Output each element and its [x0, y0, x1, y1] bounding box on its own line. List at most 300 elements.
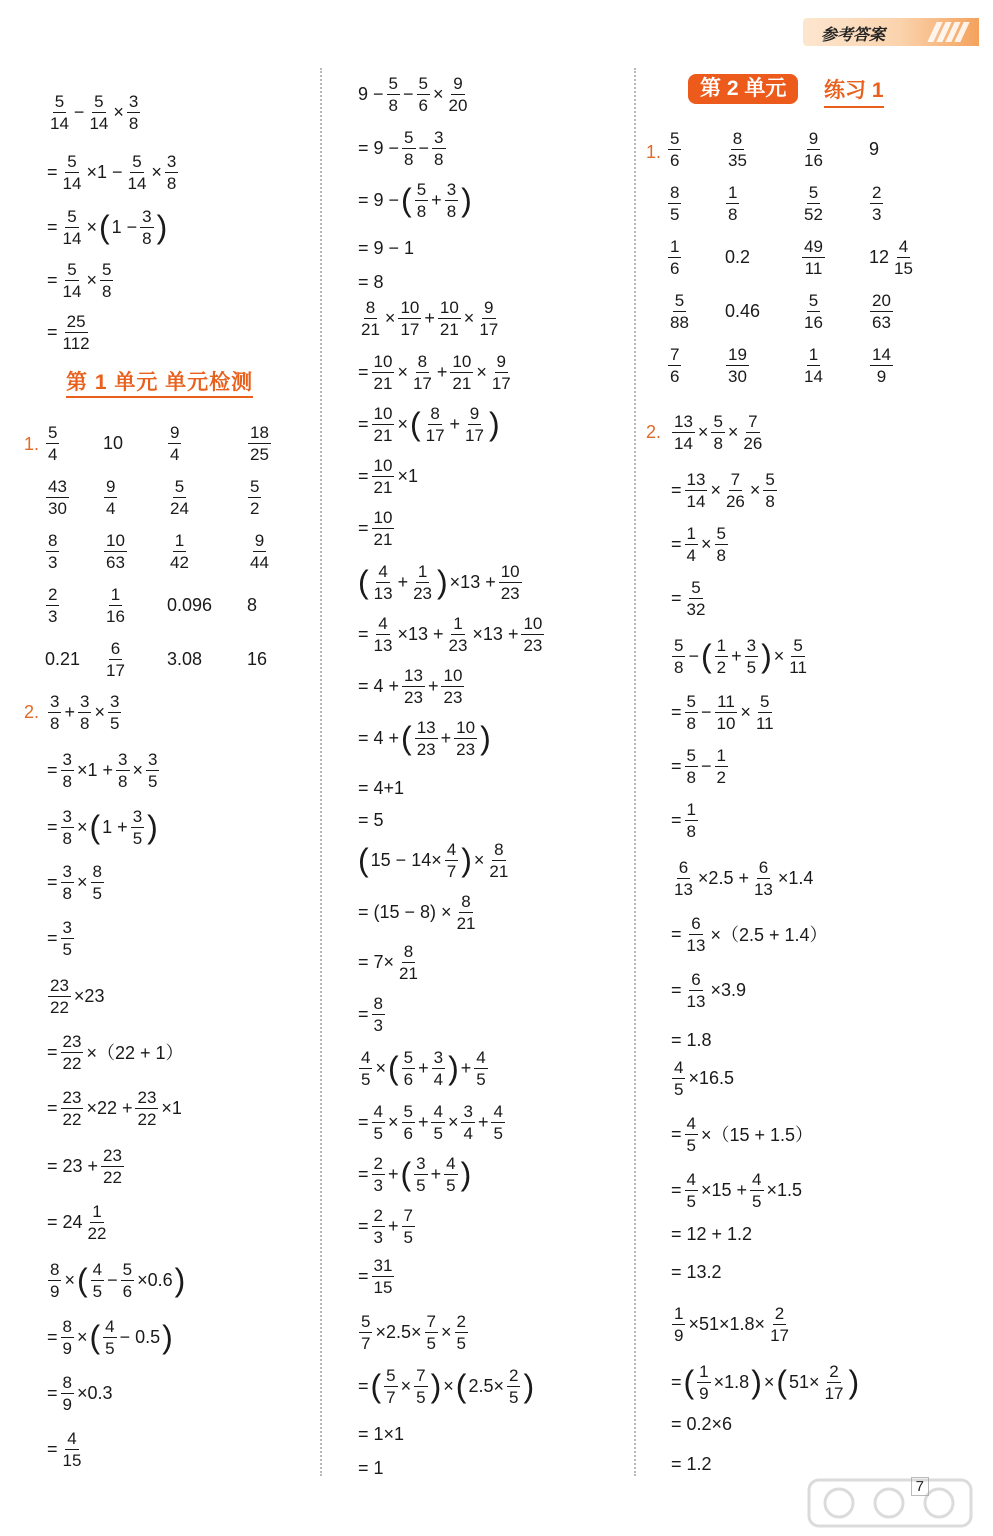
answer-cell: [868, 284, 948, 338]
equation-line: [357, 940, 422, 984]
answer-cell: [666, 122, 724, 176]
denominator: 17: [400, 319, 420, 339]
fraction: [685, 971, 708, 1010]
parenthesis: (: [700, 638, 712, 674]
denominator: 8: [686, 713, 696, 733]
math-token: ×: [443, 1375, 454, 1396]
denominator: 9: [50, 1281, 60, 1301]
math-token: ×（2.5 + 1.4）: [710, 925, 828, 945]
numerator: 10: [439, 297, 459, 317]
numerator: 8: [670, 182, 680, 202]
numerator: 3: [128, 91, 139, 111]
denominator: 42: [170, 552, 189, 572]
numerator: 3: [62, 749, 72, 769]
answer-cell: [868, 338, 948, 392]
parenthesis: ): [430, 1368, 442, 1404]
denominator: 5: [493, 1123, 503, 1143]
numerator: 10: [106, 530, 125, 550]
math-token: = 9 − 1: [358, 237, 415, 258]
denominator: 17: [491, 373, 511, 393]
parenthesis: ): [448, 1050, 459, 1086]
math-token: −: [73, 101, 85, 122]
denominator: 15: [894, 258, 913, 278]
fraction: [474, 1049, 487, 1088]
numerator: 31: [373, 1255, 393, 1275]
denominator: 3: [872, 204, 882, 224]
fraction: [521, 615, 544, 654]
fraction: [87, 93, 110, 132]
parenthesis: ): [848, 1364, 860, 1400]
denominator: 17: [465, 425, 484, 445]
math-token: ×: [397, 413, 408, 434]
denominator: 14: [62, 281, 82, 301]
math-token: ×1.8: [713, 1371, 750, 1392]
numerator: 5: [808, 290, 819, 310]
math-token: = (15 − 8) ×: [358, 901, 452, 922]
parenthesis: (: [776, 1364, 788, 1400]
numerator: 3: [148, 749, 158, 769]
fraction: [61, 1374, 74, 1413]
equation-line: [357, 716, 492, 760]
numerator: 2: [774, 1303, 785, 1323]
numerator: 4: [433, 1101, 443, 1121]
denominator: 21: [452, 373, 472, 393]
equation-line: [357, 798, 385, 842]
denominator: 9: [62, 1338, 72, 1358]
math-token: −: [700, 755, 712, 776]
equation-line: [357, 890, 479, 934]
answer-cell: [166, 632, 246, 686]
denominator: 21: [489, 861, 509, 881]
column-divider: [320, 68, 322, 1476]
numerator: 3: [446, 179, 457, 199]
fraction: [463, 405, 486, 444]
equation-line: [670, 690, 778, 734]
numerator: 5: [416, 179, 427, 199]
denominator: 8: [716, 545, 726, 565]
denominator: 22: [87, 1223, 107, 1243]
fraction: [104, 532, 127, 571]
numerator: 4: [446, 1153, 456, 1173]
fraction: [668, 184, 681, 223]
denominator: 8: [728, 204, 738, 224]
fraction: [490, 353, 513, 392]
answer-cell: [724, 176, 800, 230]
fraction: [431, 1103, 444, 1142]
fraction: [672, 637, 685, 676]
numerator: 23: [62, 1031, 82, 1051]
denominator: 6: [403, 1123, 413, 1143]
parenthesis: (: [400, 1156, 412, 1192]
denominator: 88: [670, 312, 689, 332]
fraction: [745, 637, 758, 676]
numerator: 1: [453, 613, 463, 633]
math-token: ×0.6: [137, 1269, 173, 1290]
parenthesis: ): [461, 842, 472, 878]
numerator: 3: [416, 1153, 426, 1173]
numerator: 5: [101, 259, 112, 279]
fraction: [823, 1363, 846, 1402]
denominator: 8: [79, 713, 90, 733]
denominator: 14: [50, 113, 69, 133]
numerator: 10: [373, 507, 393, 527]
fraction: [46, 478, 69, 517]
math-token: 1 +: [102, 816, 128, 837]
math-token: =: [47, 759, 58, 780]
denominator: 24: [170, 498, 189, 518]
numerator: 5: [174, 476, 185, 496]
numerator: 5: [691, 577, 701, 597]
denominator: 52: [804, 204, 823, 224]
math-token: ×1.4: [777, 867, 814, 888]
math-token: ×: [76, 816, 88, 837]
fraction: [125, 153, 148, 192]
parenthesis: ): [480, 720, 491, 756]
numerator: 5: [67, 206, 77, 226]
math-token: ×: [700, 533, 712, 554]
denominator: 23: [443, 687, 463, 707]
numerator: 19: [728, 344, 747, 364]
fraction: [61, 1089, 84, 1128]
denominator: 21: [439, 319, 459, 339]
math-token: ×: [763, 1371, 775, 1392]
numerator: 10: [456, 717, 476, 737]
fraction: [415, 719, 438, 758]
numerator: 10: [400, 297, 420, 317]
math-token: +: [731, 645, 742, 666]
equation-line: [357, 1100, 507, 1144]
fraction: [787, 637, 809, 676]
numerator: 5: [404, 127, 414, 147]
denominator: 7: [386, 1387, 396, 1407]
denominator: 8: [166, 173, 177, 193]
numerator: 14: [872, 344, 891, 364]
math-token: 16: [247, 648, 268, 669]
denominator: 2: [250, 498, 260, 518]
denominator: 32: [686, 599, 706, 619]
numerator: 1: [670, 236, 680, 256]
numerator: 23: [50, 975, 69, 995]
math-token: =: [671, 1371, 682, 1392]
fraction: [48, 1261, 61, 1300]
fraction: [372, 1155, 385, 1194]
denominator: 8: [686, 767, 696, 787]
numerator: 5: [716, 523, 726, 543]
fraction: [441, 667, 464, 706]
math-token: = 9 −: [358, 189, 400, 210]
math-token: 51×: [789, 1371, 820, 1392]
denominator: 8: [686, 821, 696, 841]
answer-cell: [166, 416, 246, 470]
fraction: [168, 424, 181, 463]
denominator: 21: [361, 319, 380, 339]
math-token: =: [47, 871, 58, 892]
numerator: 5: [674, 290, 685, 310]
numerator: 13: [416, 717, 436, 737]
numerator: 4: [361, 1047, 371, 1067]
numerator: 2: [48, 584, 58, 604]
denominator: 15: [62, 1450, 82, 1470]
math-token: −: [418, 137, 430, 158]
question-1-answers: [666, 122, 948, 392]
math-token: =: [671, 755, 682, 776]
math-token: =: [358, 465, 369, 486]
parenthesis: (: [455, 1368, 467, 1404]
math-token: − 0.5: [119, 1326, 161, 1347]
denominator: 23: [413, 583, 433, 603]
equation-line: [46, 916, 76, 960]
fraction: [417, 75, 430, 114]
denominator: 13: [373, 583, 393, 603]
numerator: 9: [254, 530, 265, 550]
math-token: ×13 +: [397, 623, 444, 644]
answer-cell: [800, 122, 868, 176]
denominator: 26: [725, 491, 745, 511]
denominator: 8: [434, 149, 444, 169]
answer-header-tab: [803, 18, 979, 46]
answer-cell: [166, 524, 246, 578]
math-token: =: [358, 361, 369, 382]
parenthesis: (: [89, 809, 101, 845]
parenthesis: (: [401, 182, 412, 218]
denominator: 6: [418, 95, 428, 115]
fraction: [424, 405, 447, 444]
math-token: =: [47, 161, 58, 182]
equation-line: [357, 612, 546, 656]
answer-cell: [102, 632, 166, 686]
denominator: 4: [106, 498, 116, 518]
numerator: 9: [484, 297, 494, 317]
numerator: 9: [453, 73, 463, 93]
numerator: 3: [62, 917, 72, 937]
denominator: 5: [416, 1387, 426, 1407]
math-token: +: [64, 701, 75, 722]
fraction: [61, 1318, 74, 1357]
numerator: 8: [373, 993, 383, 1013]
denominator: 11: [755, 713, 774, 733]
math-token: ×（15 + 1.5）: [700, 1125, 814, 1145]
numerator: 4: [105, 1316, 115, 1336]
numerator: 2: [456, 1311, 466, 1331]
math-token: ×: [749, 479, 761, 500]
fraction: [455, 893, 478, 932]
fraction: [685, 471, 708, 510]
equation-line: [46, 310, 94, 354]
numerator: 3: [79, 691, 90, 711]
question-2-number: 2.: [646, 422, 662, 442]
answer-cell: [102, 416, 166, 470]
numerator: 5: [67, 259, 77, 279]
answer-cell: [724, 338, 800, 392]
fraction: [48, 977, 71, 1016]
fraction: [135, 1089, 158, 1128]
math-token: ×0.3: [76, 1382, 113, 1403]
numerator: 5: [403, 1101, 413, 1121]
fraction: [48, 693, 61, 732]
numerator: 8: [62, 1316, 72, 1336]
fraction: [101, 1147, 124, 1186]
denominator: 4: [463, 1123, 473, 1143]
answer-cell: [166, 470, 246, 524]
numerator: 8: [494, 839, 504, 859]
numerator: 8: [461, 891, 471, 911]
fraction: [715, 693, 738, 732]
denominator: 5: [509, 1387, 519, 1407]
fraction: [870, 184, 883, 223]
numerator: 7: [416, 1365, 426, 1385]
fraction: [86, 1203, 109, 1242]
math-token: +: [397, 571, 409, 592]
parenthesis: (: [387, 1050, 399, 1086]
math-token: 3.08: [167, 648, 203, 669]
denominator: 7: [361, 1333, 371, 1353]
fraction: [48, 93, 71, 132]
math-token: ×13 +: [472, 623, 519, 644]
fraction: [726, 346, 749, 385]
fraction: [685, 915, 708, 954]
numerator: 10: [443, 665, 463, 685]
math-token: 0.2: [725, 246, 751, 267]
fraction: [402, 667, 425, 706]
answer-cell: [868, 122, 948, 176]
page-number: 7: [911, 1477, 929, 1496]
math-token: = 12 + 1.2: [671, 1223, 753, 1244]
fraction: [104, 478, 117, 517]
fraction: [446, 615, 469, 654]
column-1: [18, 60, 308, 1476]
math-token: ×2.5 +: [697, 867, 749, 888]
numerator: 5: [670, 128, 680, 148]
math-token: ×22 +: [86, 1097, 133, 1118]
equation-line: [357, 72, 471, 116]
numerator: 1: [174, 530, 185, 550]
answer-cell: [724, 230, 800, 284]
equation-line: [670, 410, 766, 454]
denominator: 63: [106, 552, 125, 572]
denominator: 23: [523, 635, 543, 655]
equation-line: [670, 912, 829, 956]
fraction: [372, 1207, 385, 1246]
math-token: ×3.9: [710, 979, 746, 1000]
numerator: 9: [496, 351, 507, 371]
denominator: 17: [425, 425, 445, 445]
numerator: 8: [48, 530, 58, 550]
denominator: 13: [674, 879, 693, 899]
fraction: [672, 1059, 685, 1098]
equation-line: [670, 1302, 793, 1346]
math-token: =: [358, 1375, 369, 1396]
fraction: [116, 751, 129, 790]
math-token: ×: [727, 421, 739, 442]
equation-line: [46, 1427, 85, 1471]
fraction: [248, 424, 271, 463]
math-token: ×2.5×: [375, 1321, 422, 1342]
numerator: 10: [373, 403, 393, 423]
denominator: 8: [62, 771, 72, 791]
math-token: +: [387, 1215, 399, 1236]
answer-cell: [800, 176, 868, 230]
numerator: 5: [403, 1047, 414, 1067]
denominator: 8: [674, 657, 684, 677]
equation-line: [357, 1254, 396, 1298]
math-token: +: [417, 1111, 429, 1132]
denominator: 21: [456, 913, 476, 933]
numerator: 8: [430, 403, 440, 423]
fraction: [248, 478, 261, 517]
numerator: 8: [62, 1372, 72, 1392]
fraction: [402, 1049, 415, 1088]
equation-line: [357, 1204, 417, 1248]
fraction: [372, 405, 395, 444]
math-token: +: [449, 413, 461, 434]
numerator: 3: [142, 206, 152, 226]
denominator: 8: [101, 281, 112, 301]
equation-line: [670, 576, 709, 620]
denominator: 21: [373, 425, 393, 445]
answer-cell: [44, 578, 102, 632]
numerator: 5: [686, 745, 696, 765]
fraction: [487, 841, 510, 880]
fraction: [802, 238, 825, 277]
fraction: [46, 586, 59, 625]
equation-line: [357, 178, 473, 222]
denominator: 13: [686, 991, 706, 1011]
math-token: =: [671, 701, 682, 722]
fraction: [415, 181, 428, 220]
equation-line: [357, 1152, 472, 1196]
denominator: 5: [105, 1338, 115, 1358]
denominator: 8: [765, 491, 775, 511]
parenthesis: ): [156, 209, 168, 245]
numerator: 4: [898, 236, 909, 256]
math-token: =: [358, 623, 369, 644]
equation-line: [46, 690, 123, 734]
numerator: 1: [674, 1303, 684, 1323]
fraction: [741, 413, 764, 452]
numerator: 6: [110, 638, 121, 658]
fraction: [724, 471, 747, 510]
math-token: =: [671, 587, 682, 608]
fraction: [715, 525, 728, 564]
fraction: [61, 1430, 84, 1469]
fraction: [715, 637, 728, 676]
fraction: [685, 579, 708, 618]
math-token: ×: [151, 161, 162, 182]
denominator: 5: [373, 1123, 383, 1143]
math-token: ×51×1.8×: [688, 1313, 766, 1334]
numerator: 7: [730, 469, 741, 489]
fraction: [752, 859, 775, 898]
math-token: =: [47, 269, 58, 290]
denominator: 23: [404, 687, 423, 707]
fraction: [91, 863, 104, 902]
exercise-1-title: 练习 1: [824, 74, 884, 108]
numerator: 7: [748, 411, 758, 431]
denominator: 3: [373, 1227, 383, 1247]
math-token: =: [671, 533, 682, 554]
equation-line: [670, 468, 779, 512]
math-token: ×: [384, 307, 396, 328]
math-token: ×: [113, 101, 124, 122]
fraction: [672, 1305, 685, 1344]
math-token: ×: [740, 701, 751, 722]
fraction: [414, 1367, 427, 1406]
watermark-logo: [805, 1476, 975, 1530]
denominator: 6: [670, 366, 680, 386]
numerator: 1: [808, 344, 819, 364]
denominator: 4: [686, 545, 696, 565]
equation-line: [46, 90, 142, 134]
